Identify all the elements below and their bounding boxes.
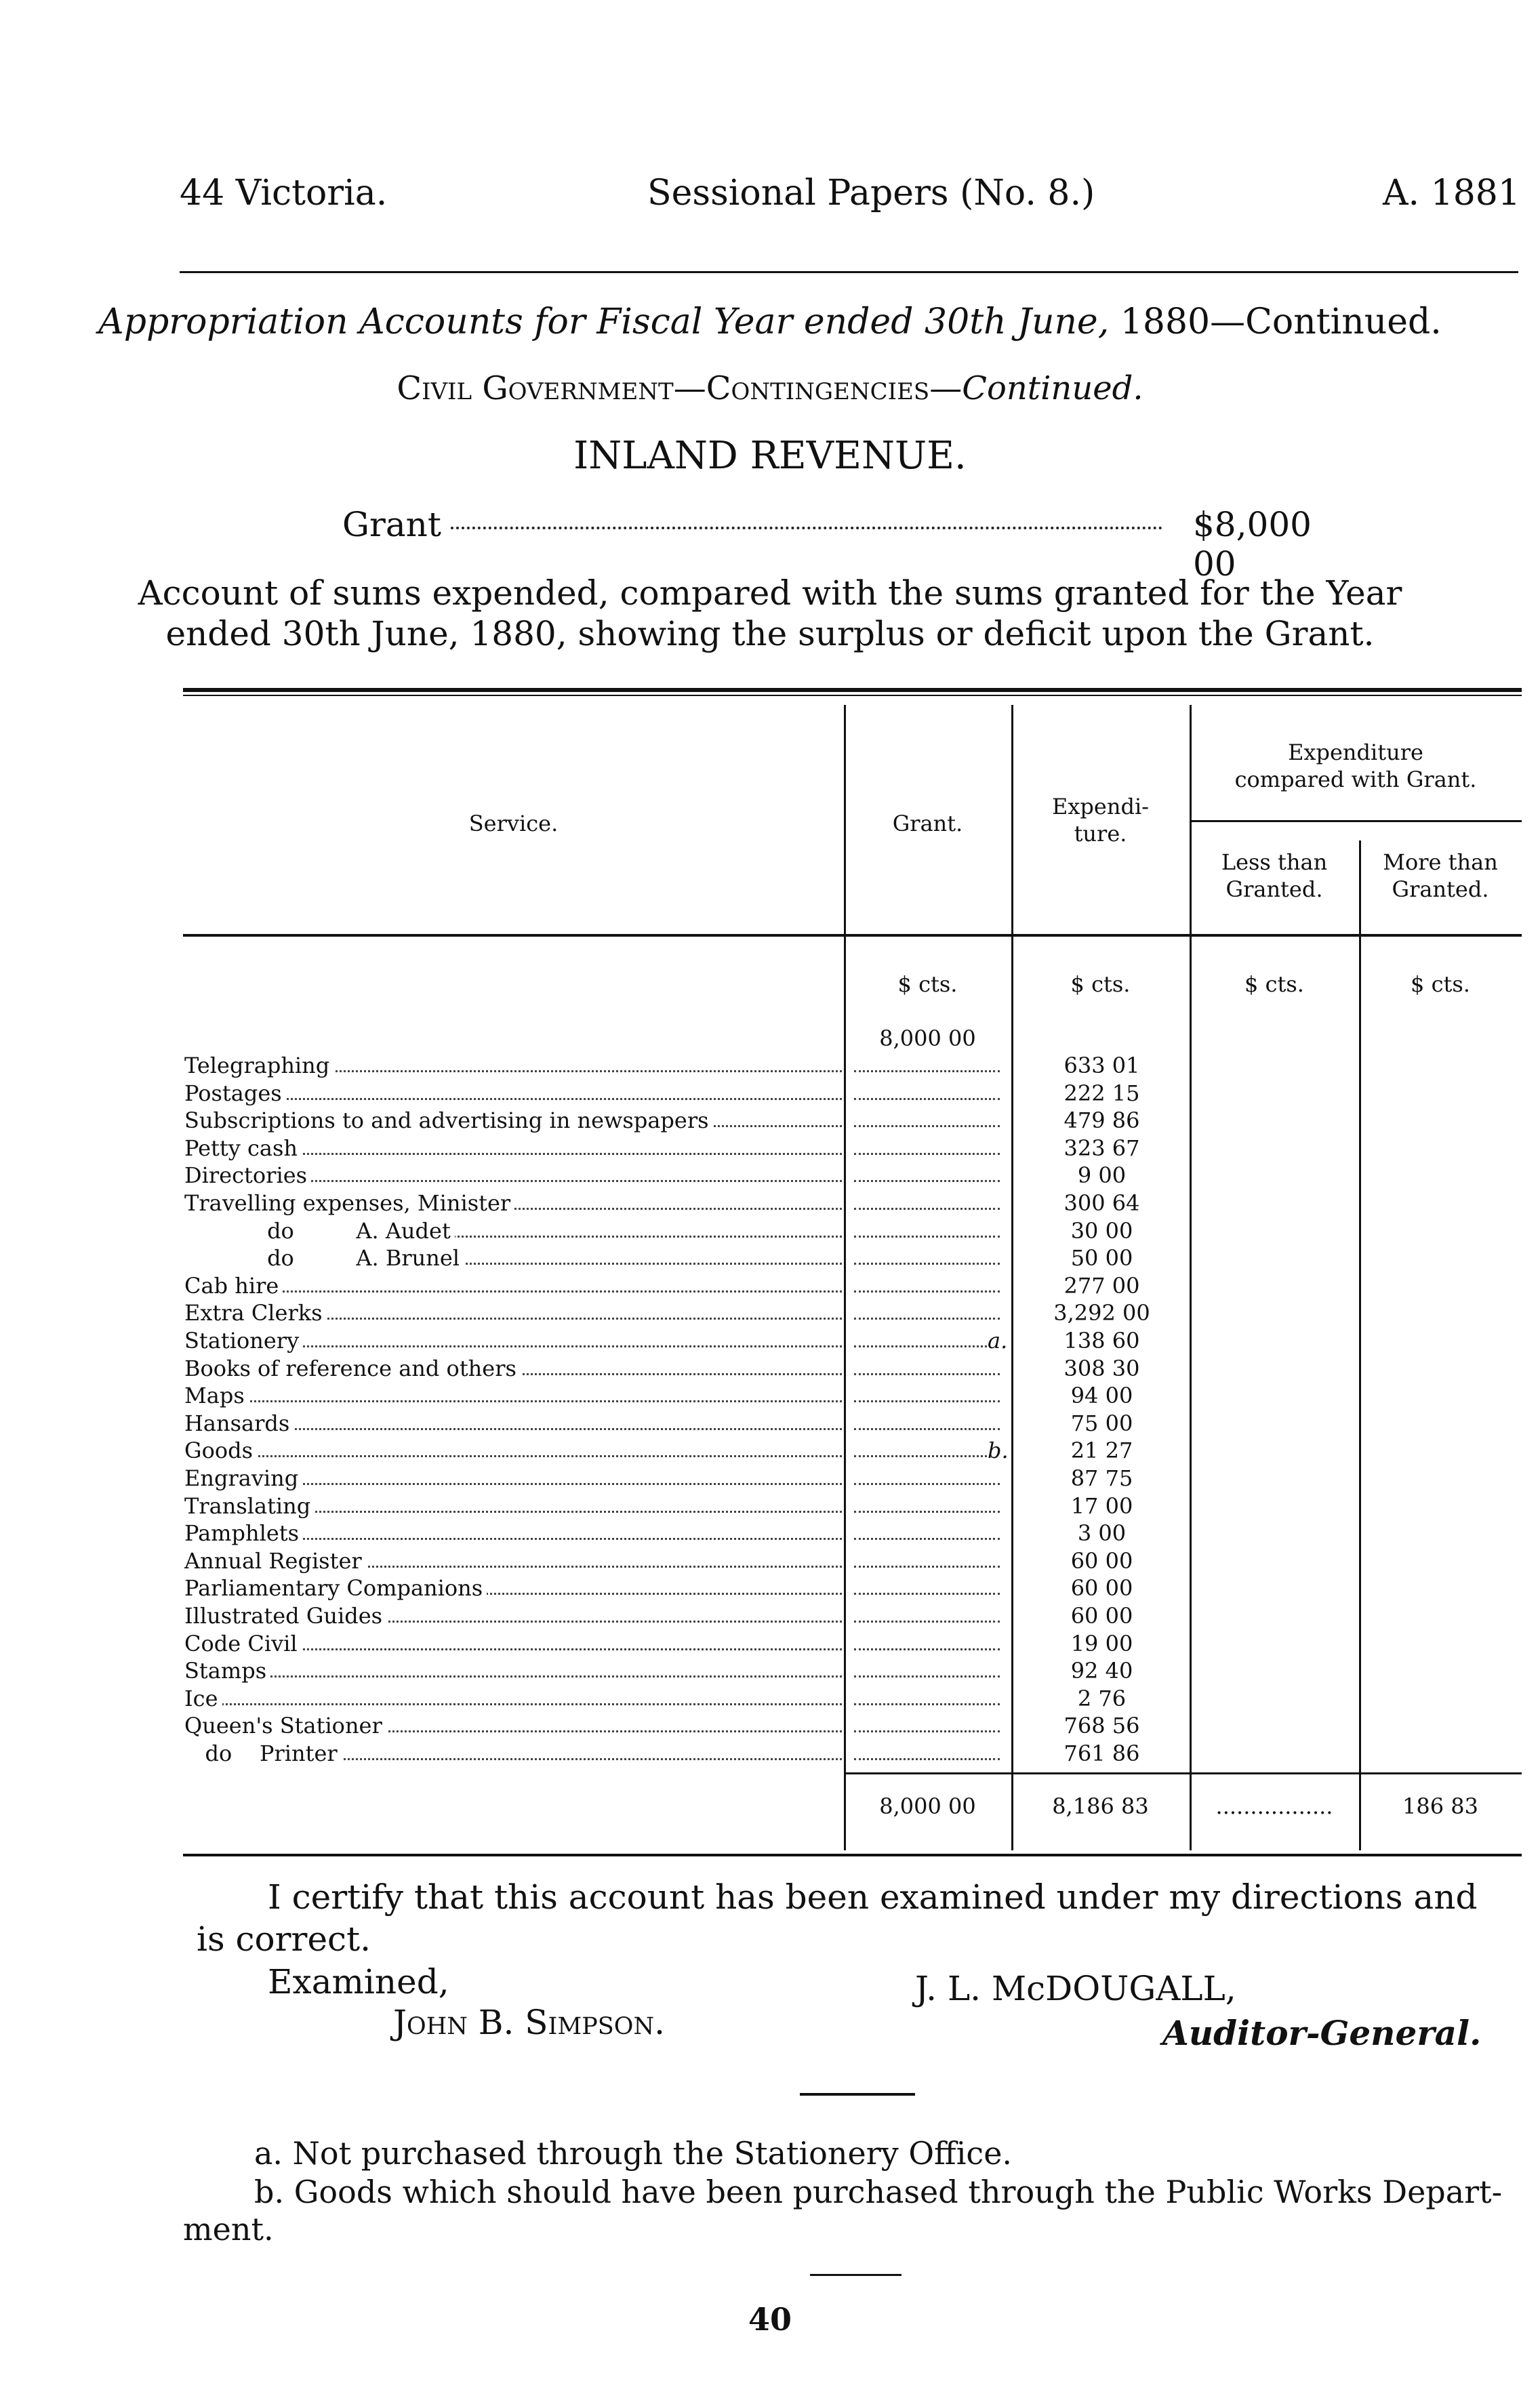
service-name: Illustrated Guides [184,1603,386,1629]
examined-label: Examined, [268,1962,449,2001]
service-name: Extra Clerks [184,1300,327,1326]
table-row [184,1575,1520,1602]
footnote-b: b. Goods which should have been purchased through the Public Works Depart- [254,2174,1503,2210]
table-row [184,1658,1520,1685]
page-number: 40 [748,2301,792,2338]
less-than-header: Less than Granted. [1221,849,1328,902]
service-name: Pamphlets [184,1520,303,1546]
expenditure-value: 768 56 [1063,1713,1140,1738]
compared-column-header: Expenditure compared with Grant. [1234,739,1477,792]
table-row [184,1438,1520,1465]
expenditure-value: 277 00 [1063,1273,1140,1299]
table-top-rule [183,688,1522,692]
service-column-header: Service. [468,811,559,836]
auditor-name: J. L. McDOUGALL, [915,1969,1236,2008]
service-name: Postages [184,1080,286,1106]
table-row [184,1080,1520,1107]
expenditure-value: 94 00 [1070,1383,1133,1408]
footnote-a: a. Not purchased through the Stationery Office. [254,2135,1013,2172]
table-row [184,1493,1520,1520]
table-row [184,1356,1520,1383]
service-name: Stationery [184,1328,303,1354]
table-row [184,1410,1520,1438]
grant-value: $8,000 00 [1193,505,1312,584]
total-grant: 8,000 00 [879,1793,976,1819]
table-row [184,1190,1520,1217]
more-than-header: More than Granted. [1383,849,1498,902]
table-row [184,1465,1520,1492]
divider [800,2093,915,2096]
service-name: Cab hire [184,1273,283,1299]
expenditure-value: 92 40 [1070,1658,1133,1684]
more-unit: $ cts. [1411,971,1470,997]
service-name: Petty cash [184,1135,302,1161]
service-name: do A. Brunel [184,1245,464,1271]
header-rule [180,271,1518,273]
table-row [184,1603,1520,1630]
expenditure-value: 308 30 [1063,1356,1140,1381]
service-name: do Printer [184,1741,342,1766]
less-unit: $ cts. [1244,971,1304,997]
table-row [184,1245,1520,1272]
service-name: Queen's Stationer [184,1713,386,1738]
table-row [184,1162,1520,1189]
expenditure-value: 21 27 [1070,1438,1133,1463]
note-marker: b. [988,1438,1009,1463]
total-expenditure: 8,186 83 [1052,1793,1149,1819]
table-row [184,1383,1520,1410]
service-name: Translating [184,1493,315,1519]
expenditure-value: 300 64 [1063,1190,1140,1216]
header-center: Sessional Papers (No. 8.) [647,173,1095,213]
account-description: Account of sums expended, compared with the sums granted for the Year ended 30th June, 1880, showing the surplus or deficit upon the Grant. [138,573,1402,653]
auditor-title: Auditor-General. [1162,2013,1482,2053]
service-name: Goods [184,1438,257,1463]
table-row [184,1218,1520,1245]
table-row [184,1631,1520,1658]
header-bottom-rule [183,934,1522,937]
expenditure-value: 761 86 [1063,1741,1140,1766]
expenditure-value: 222 15 [1063,1080,1140,1106]
footnote-b-continued: ment. [183,2211,274,2248]
expenditure-value: 2 76 [1077,1686,1127,1711]
appropriation-title: Appropriation Accounts for Fiscal Year ended 30th June, 1880—Continued. [98,302,1442,342]
grant-label: Grant [342,505,441,544]
service-name: Code Civil [184,1631,302,1656]
note-marker: a. [988,1328,1008,1354]
expenditure-value: 479 86 [1063,1107,1140,1133]
examiner-name: John B. Simpson. [393,2003,665,2042]
civil-government-heading: Civil Government—Contingencies—Continued. [397,369,1143,407]
header-left: 44 Victoria. [180,173,388,213]
table-row [184,1273,1520,1300]
expenditure-unit: $ cts. [1070,971,1131,997]
department-heading: INLAND REVENUE. [573,434,967,478]
service-name: Stamps [184,1658,270,1684]
expenditure-value: 138 60 [1063,1328,1140,1354]
expenditure-value: 3 00 [1077,1520,1127,1546]
grant-amount: 8,000 00 [879,1025,976,1051]
service-name: Telegraphing [184,1053,333,1078]
table-row [184,1107,1520,1135]
table-row [184,1135,1520,1162]
table-row [184,1548,1520,1575]
expenditure-value: 19 00 [1070,1631,1133,1656]
service-name: Hansards [184,1410,293,1436]
expenditure-value: 323 67 [1063,1135,1140,1161]
service-name: Subscriptions to and advertising in newspapers [184,1107,713,1133]
expenditure-value: 87 75 [1070,1465,1133,1491]
table-row [184,1328,1520,1355]
expenditure-value: 633 01 [1063,1053,1140,1078]
expenditure-value: 50 00 [1070,1245,1133,1271]
expenditure-value: 75 00 [1070,1410,1133,1436]
grant-line [342,505,1352,584]
table-row [184,1713,1520,1740]
service-name: do A. Audet [184,1218,455,1244]
expenditure-value: 60 00 [1070,1575,1133,1601]
expenditure-column-header: Expendi- ture. [1052,794,1149,847]
service-name: Maps [184,1383,249,1408]
grant-unit: $ cts. [897,971,958,997]
expenditure-value: 60 00 [1070,1548,1133,1574]
table-row [184,1053,1520,1080]
total-more: 186 83 [1402,1793,1478,1819]
certify-line1: I certify that this account has been examined under my directions and [268,1877,1478,1917]
service-name: Travelling expenses, Minister [184,1190,514,1216]
service-name: Parliamentary Companions [184,1575,487,1601]
service-name: Directories [184,1162,311,1188]
table-row [184,1300,1520,1327]
service-name: Books of reference and others [184,1356,521,1381]
total-less: ................. [1215,1793,1333,1819]
expenditure-value: 60 00 [1070,1603,1133,1629]
service-name: Annual Register [184,1548,366,1574]
certify-line2: is correct. [197,1919,371,1959]
service-name: Engraving [184,1465,302,1491]
expenditure-value: 30 00 [1070,1218,1133,1244]
grant-column-header: Grant. [892,811,963,836]
service-name: Ice [184,1686,222,1711]
expenditure-value: 17 00 [1070,1493,1133,1519]
header-right: A. 1881 [1383,173,1520,213]
expenditure-value: 3,292 00 [1053,1300,1150,1326]
table-row [184,1686,1520,1713]
table-row [184,1741,1520,1768]
table-row [184,1520,1520,1547]
table-bottom-rule [183,1854,1522,1856]
expenditure-value: 9 00 [1077,1162,1127,1188]
